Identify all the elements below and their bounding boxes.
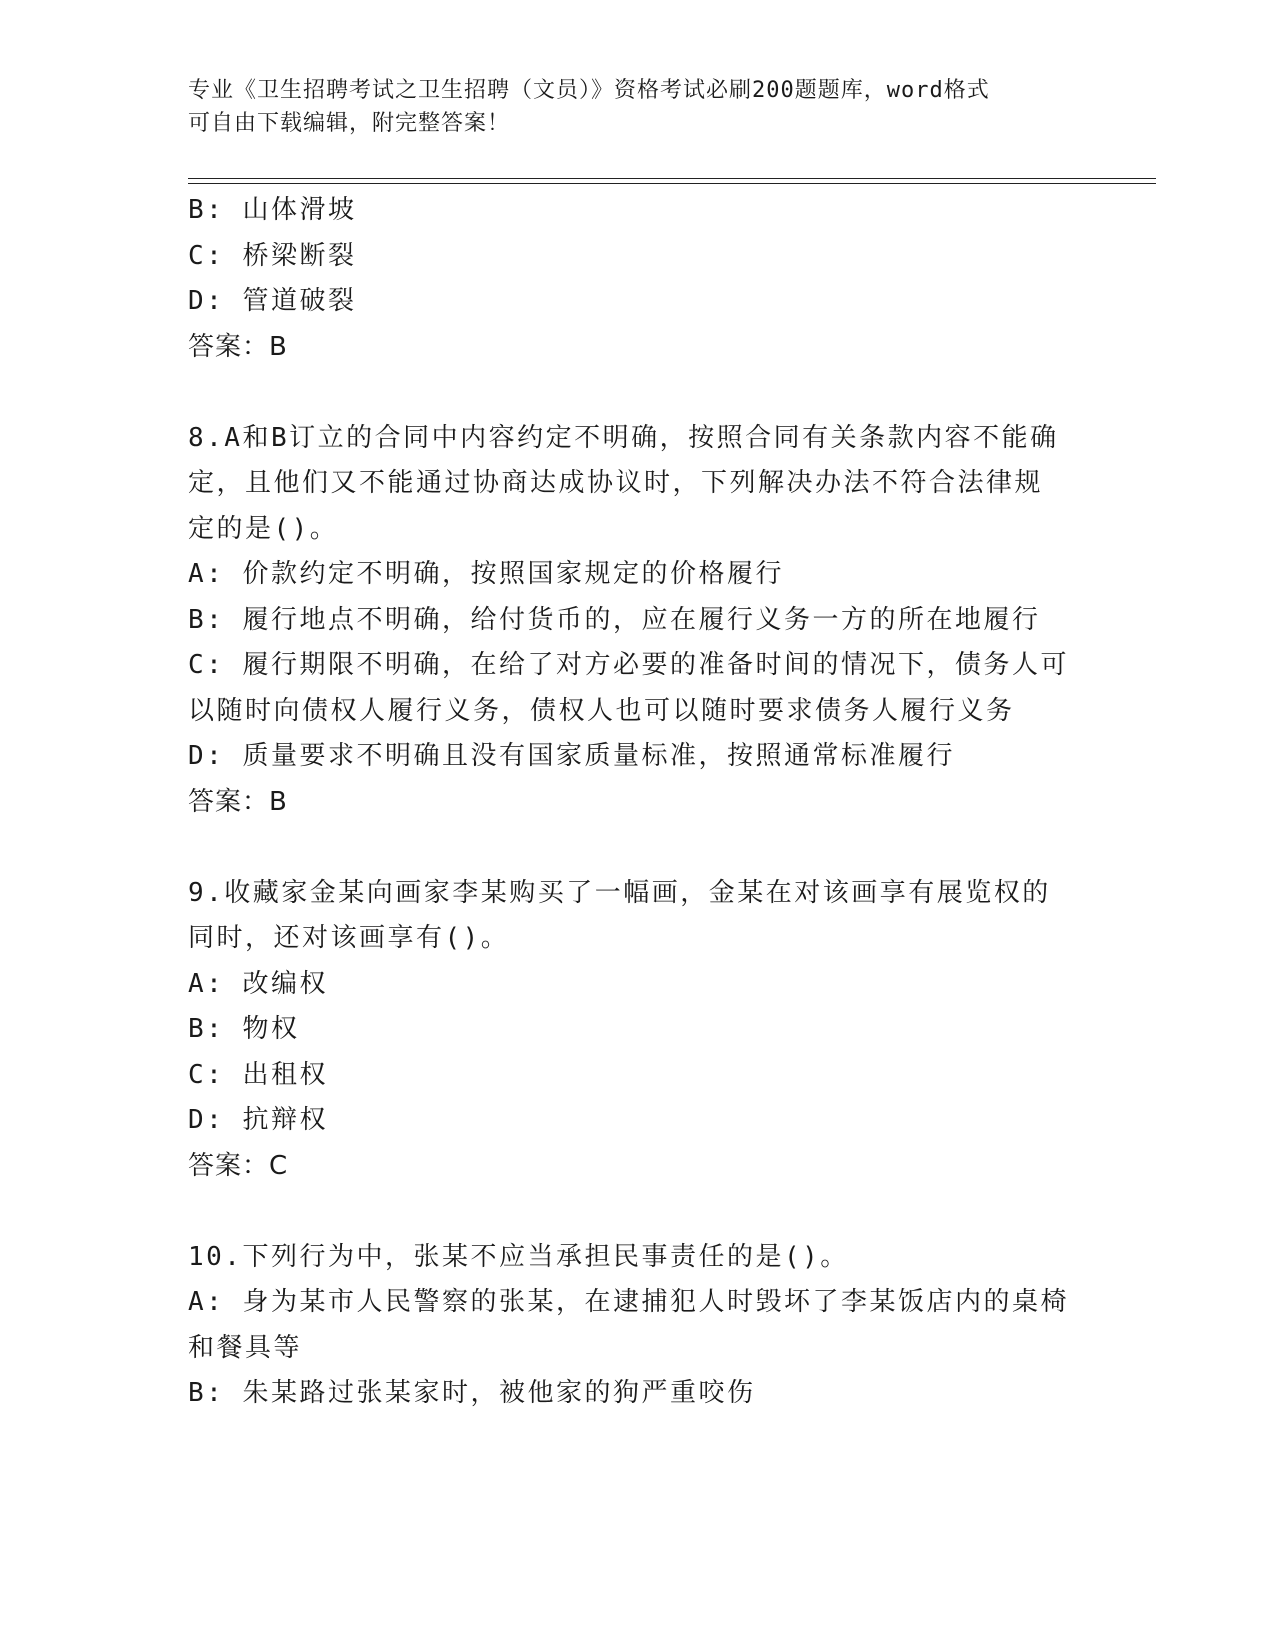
- header-line-1: 专业《卫生招聘考试之卫生招聘（文员）》资格考试必刷200题题库，word格式: [188, 78, 990, 103]
- q9-option-b: B: 物权: [188, 1014, 300, 1044]
- q7-option-c: C: 桥梁断裂: [188, 240, 357, 271]
- q9-answer: 答案：C: [188, 1150, 289, 1181]
- q7-answer: 答案：B: [188, 331, 288, 362]
- q7-option-d: D: 管道破裂: [188, 286, 357, 316]
- spacer: [188, 825, 1088, 871]
- q8-option-d: D: 质量要求不明确且没有国家质量标准，按照通常标准履行: [188, 741, 955, 771]
- question-7-tail: [188, 188, 1088, 370]
- q9-stem-line-2: 同时，还对该画享有()。: [188, 923, 510, 953]
- q8-stem-line-3: 定的是()。: [188, 513, 339, 544]
- q9-stem-line-1: 9.收藏家金某向画家李某购买了一幅画，金某在对该画享有展览权的: [188, 877, 1051, 908]
- q9-option-c: C: 出租权: [188, 1059, 328, 1090]
- q8-answer: 答案：B: [188, 786, 288, 817]
- question-9: [188, 871, 1088, 1190]
- spacer: [188, 1189, 1088, 1235]
- q10-option-b: B: 朱某路过张某家时，被他家的狗严重咬伤: [188, 1378, 756, 1408]
- q8-option-a: A: 价款约定不明确，按照国家规定的价格履行: [188, 559, 784, 589]
- q8-stem-line-1: 8.A和B订立的合同中内容约定不明确，按照合同有关条款内容不能确: [188, 422, 1059, 453]
- q8-stem-line-2: 定，且他们又不能通过协商达成协议时，下列解决办法不符合法律规: [188, 468, 1044, 498]
- header-divider-top: [188, 178, 1156, 179]
- header-line-2: 可自由下载编辑，附完整答案！: [188, 111, 511, 136]
- q10-option-a-line-1: A: 身为某市人民警察的张某，在逮捕犯人时毁坏了李某饭店内的桌椅: [188, 1287, 1069, 1317]
- question-10: [188, 1235, 1088, 1417]
- q8-option-c-line-2: 以随时向债权人履行义务，债权人也可以随时要求债务人履行义务: [188, 695, 1015, 726]
- q10-option-a-line-2: 和餐具等: [188, 1332, 303, 1363]
- q10-stem-line-1: 10.下列行为中，张某不应当承担民事责任的是()。: [188, 1241, 849, 1272]
- q8-option-b: B: 履行地点不明确，给付货币的，应在履行义务一方的所在地履行: [188, 604, 1041, 635]
- page-header: [188, 74, 1068, 140]
- q9-option-a: A: 改编权: [188, 968, 328, 999]
- q9-option-d: D: 抗辩权: [188, 1105, 328, 1135]
- spacer: [188, 370, 1088, 416]
- header-divider-bottom: [188, 183, 1156, 184]
- question-8: [188, 416, 1088, 826]
- question-content: [188, 188, 1088, 1417]
- q8-option-c-line-1: C: 履行期限不明确，在给了对方必要的准备时间的情况下，债务人可: [188, 650, 1069, 680]
- q7-option-b: B: 山体滑坡: [188, 195, 357, 225]
